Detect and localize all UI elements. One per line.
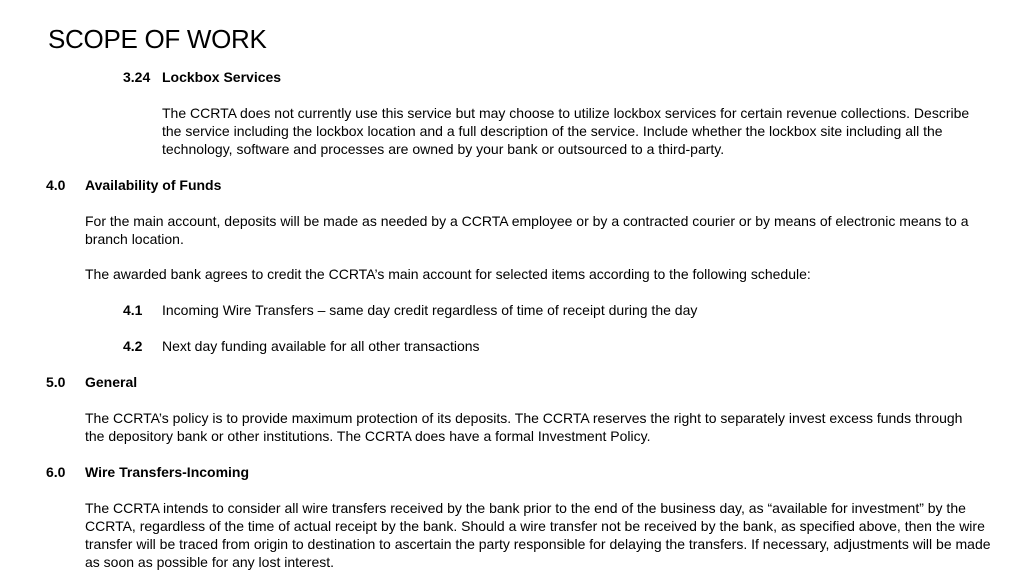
page-title: SCOPE OF WORK [48, 24, 267, 54]
section-paragraph: The awarded bank agrees to credit the CCRTA’s main account for selected items according to the following schedule: [85, 266, 811, 282]
section-paragraph: The CCRTA does not currently use this service but may choose to utilize lockbox services for certain revenue collections. Describe the service including the lockbox location and a full description of the service. Include whether the lockbox site including all the technology, software and processes are owned by your bank or outsourced to a third-party. [162, 105, 970, 157]
subsection-text: Next day funding available for all other transactions [162, 338, 480, 354]
subsection-number: 4.1 [123, 302, 143, 318]
section-number: 5.0 [46, 374, 66, 390]
section-number: 3.24 [123, 69, 151, 85]
section-heading: General [85, 374, 138, 390]
section-heading: Wire Transfers-Incoming [85, 464, 250, 480]
section-heading: Lockbox Services [162, 69, 282, 85]
section-paragraph: The CCRTA intends to consider all wire transfers received by the bank prior to the end of the business day, as “available for investment” by the CCRTA, regardless of the time of actual receipt by the bank. Should a wire transfer not be received by the bank, as specified above, then the wire transfer will be traced from origin to destination to ascertain the party responsible for delaying the transfers. If necessary, adjustments will be made as soon as possible for any lost interest. [85, 500, 991, 570]
subsection-text: Incoming Wire Transfers – same day credit regardless of time of receipt during the day [162, 302, 698, 318]
section-heading: Availability of Funds [85, 177, 222, 193]
section-number: 6.0 [46, 464, 66, 480]
subsection-number: 4.2 [123, 338, 143, 354]
section-number: 4.0 [46, 177, 66, 193]
section-paragraph: The CCRTA’s policy is to provide maximum protection of its deposits. The CCRTA reserves the right to separately invest excess funds through the depository bank or other institutions. The CCRTA does have a formal Investment Policy. [85, 410, 963, 444]
section-paragraph: For the main account, deposits will be made as needed by a CCRTA employee or by a contracted courier or by means of electronic means to a branch location. [85, 213, 969, 247]
